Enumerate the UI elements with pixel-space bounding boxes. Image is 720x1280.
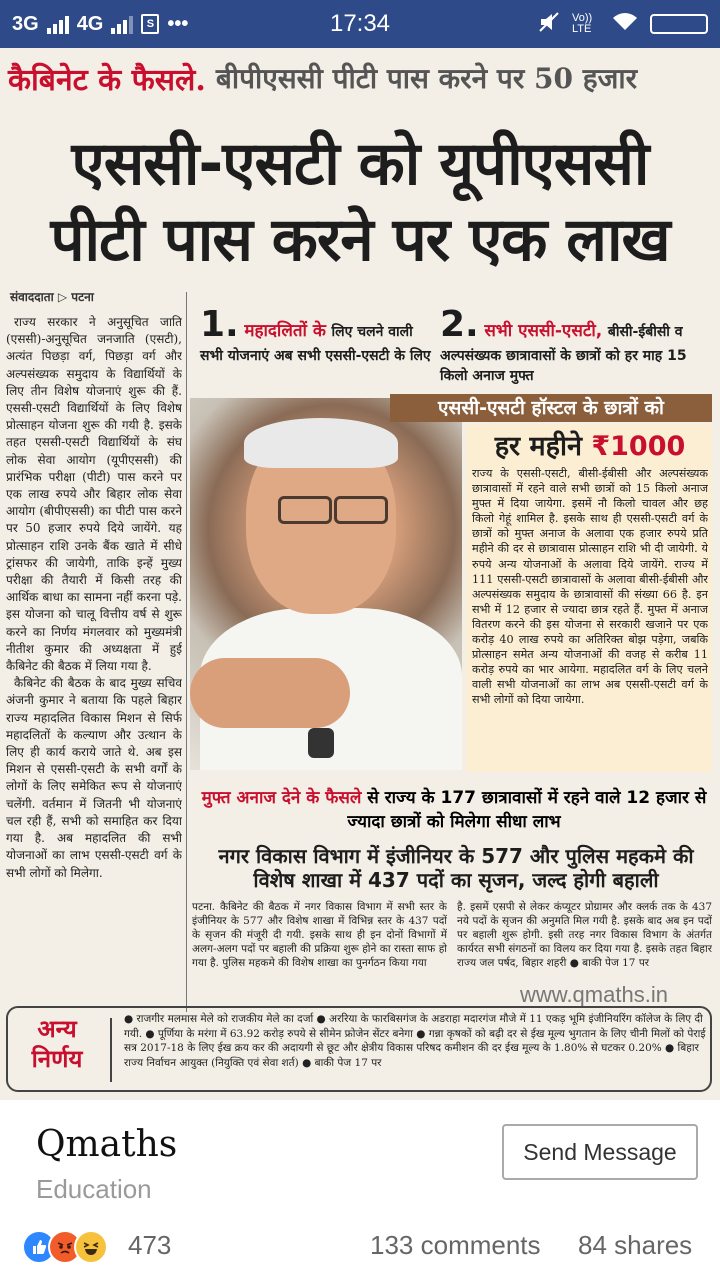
point-1-text: लिए चलने वाली सभी योजनाएं अब सभी एससी-एसटी के लिए — [200, 324, 431, 364]
other-label-line-1: अन्य — [37, 1014, 77, 1043]
point-2-number: 2. — [440, 304, 479, 345]
photo-glasses-right — [334, 496, 388, 524]
comments-link[interactable]: 133 comments — [370, 1230, 541, 1260]
other-decisions-label — [14, 1014, 100, 1074]
network-3g-label: 3G — [12, 12, 39, 35]
photo-hair — [244, 418, 398, 468]
status-right — [538, 0, 708, 48]
free-grain-line — [196, 786, 712, 834]
free-grain-rest: से राज्य के 177 छात्रावासों में रहने वाले 12 हजार से ज्यादा छात्रों को मिलेगा सीधा लाभ — [347, 788, 707, 832]
wifi-icon — [612, 12, 638, 37]
point-1 — [200, 304, 432, 365]
more-notifications: ••• — [167, 12, 189, 35]
battery-icon — [650, 14, 708, 34]
cm-photo — [190, 398, 462, 770]
left-column — [6, 314, 182, 994]
page-category: Education — [36, 1174, 152, 1204]
send-message-button[interactable]: Send Message — [502, 1124, 698, 1180]
shares-link[interactable]: 84 shares — [578, 1230, 693, 1260]
amount-line — [470, 426, 710, 463]
reaction-icons[interactable] — [22, 1230, 100, 1264]
point-1-title: महादलितों के — [244, 321, 326, 341]
clock: 17:34 — [329, 10, 391, 37]
posts-story-right: है. इसमें एसपी से लेकर कंप्यूटर प्रोग्रामर और क्लर्क तक के 437 नये पदों के सृजन की अनुमति मिल गयी है. इसके बाद अब इन पदों पर बहाली शुरू होगी. इसी तरह नगर विकास विभाग के अंतर्गत कार्यरत सभी संगठनों का विलय कर दिया गया है. इसके तहत बिहार राज्य जल पर्षद, बिहार शहरी ● बाकी पेज 17 पर — [457, 901, 712, 969]
headline-line-2: पीटी पास करने पर एक लाख — [50, 205, 670, 275]
page-name[interactable]: Qmaths — [36, 1124, 178, 1165]
kicker-red: कैबिनेट के फैसले. — [8, 62, 206, 98]
posts-story-left: पटना. कैबिनेट की बैठक में नगर विकास विभाग में सभी स्तर के इंजीनियर के 577 और विशेष शाखा में विभिन्न स्तर के 437 पदों के सृजन की मंजूरी दी गयी. इसके साथ ही इन दोनों विभागों में अलग-अलग पदों पर बहाली की प्रक्रिया शुरू होने का रास्ता साफ हो गया है. पुलिस महकमे की विशेष शाखा का पुनर्गठन किया गया — [192, 901, 447, 969]
photo-watch — [308, 728, 334, 758]
kicker-gray: बीपीएससी पीटी पास करने पर 50 हजार — [215, 62, 638, 95]
left-column-paragraph-2: कैबिनेट की बैठक के बाद मुख्य सचिव अंजनी कुमार ने बताया कि पहले बिहार राज्य महादलित विकास मिशन से सिर्फ महादलितों के कल्याण और उत्थान के लिए ही कार्य कराये जाते थे. अब इस मिशन से एससी-एसटी के सभी वर्गों के लोगों के लिए समेकित रूप से योजनाएं चलेंगी. वर्तमान में जितनी भी योजनाएं चल रही हैं, सभी को समाहित कर दिया गया है. अब महादलित की सभी योजनाओं का लाभ एससी-एसटी वर्ग के सभी लोगों को मिलेगा. — [6, 676, 182, 880]
byline: संवाददाता ▷ पटना — [10, 290, 94, 304]
column-divider — [186, 292, 187, 1012]
other-label-line-2: निर्णय — [31, 1044, 83, 1073]
newspaper-image[interactable] — [0, 48, 720, 1100]
mute-icon — [538, 11, 560, 38]
hostel-text: राज्य के एससी-एसटी, बीसी-ईबीसी और अल्पसंख्यक छात्रावासों में रहने वाले सभी छात्रों को 15 किलो अनाज मुफ्त में दिया जायेगा. इसमें नौ किलो चावल और छह किलो गेहूं शामिल है. इसके साथ ही एससी-एसटी वर्ग के छात्रों को मुफ्त अनाज के अलावा एक हजार रुपये प्रति महीने की दर से छात्रावास प्रोत्साहन राशि भी दी जायेगी. ये रुपये अन्य योजनाओं के अलावा दिये जायेंगे. राज्य में 111 एससी-एसटी छात्रावासों के अलावा बीसी-ईबीसी और अल्पसंख्यक समुदाय के छात्रावासों की संख्या 66 है. इन सभी में 12 हजार से ज्यादा छात्र रहते हैं. मुफ्त में अनाज वितरण करने की इस योजना से सरकारी खजाने पर एक करोड़ 40 लाख रुपये का अतिरिक्त बोझ पड़ेगा, जबकि प्रोत्साहन समेत अन्य योजनाओं की वजह से करीब 11 करोड़ रुपये का भार आयेगा. महादलित वर्ग के लिए चलने वाली सभी योजनाओं का लाभ अब एससी-एसटी वर्ग के सभी लोगों को दिया जायेगा. — [472, 467, 708, 707]
point-2-title: सभी एससी-एसटी, — [484, 321, 603, 341]
network-4g-label: 4G — [76, 12, 104, 35]
other-decisions-text: ● राजगीर मलमास मेले को राजकीय मेले का दर्जा ● अररिया के फारबिसगंज के अडराहा मदारगंज मौजे में 11 एकड़ भूमि इंजीनियरिंग कॉलेज के लिए दी गयी. ● पूर्णिया के मरंगा में 63.92 करोड़ रुपये से सीमेन फ्रोजेन सेंटर बनेगा ● गन्ना कृषकों को बढ़ी दर से ईख मूल्य भुगतान के लिए चीनी मिलों को पेराई सत्र 2017-18 के लिए ईख क्रय कर की अदायगी से छूट और क्षेत्रीय विकास परिषद कमीशन की दर ईख मूल्य के 1.80% से घटकर 0.20% ● बिहार राज्य निर्वाचन आयुक्त (नियुक्ति एवं सेवा शर्त) ● बाकी पेज 17 पर — [124, 1013, 706, 1069]
point-2 — [440, 304, 712, 385]
other-decisions-divider — [110, 1018, 112, 1082]
point-2-text: बीसी-ईबीसी व अल्पसंख्यक छात्रावासों के छात्रों को हर माह 15 किलो अनाज मुफ्त — [440, 324, 687, 384]
free-grain-red: मुफ्त अनाज देने के फैसले — [201, 788, 362, 808]
volte-label: Vo)) LTE — [572, 12, 593, 35]
status-bar — [0, 0, 720, 48]
photo-hand — [190, 658, 350, 728]
watermark: www.qmaths.in — [520, 982, 668, 1007]
kicker-line — [8, 58, 712, 98]
left-column-paragraph-1: राज्य सरकार ने अनुसूचित जाति (एससी)-अनुसूचित जनजाति (एसटी), अत्यंत पिछड़ा वर्ग, पिछड़ा वर्ग और अल्पसंख्यक समुदाय के विद्यार्थियों के लिए तीन विशेष योजनाएं शुरू की हैं. एससी-एसटी विद्यार्थियों के लिए विशेष प्रोत्साहन योजना शुरू की गयी है. इसके तहत एससी-एसटी विद्यार्थियों के संघ लोक सेवा आयोग (यूपीएससी) की प्रारंभिक परीक्षा (पीटी) पास करने पर एक लाख रुपये और बिहार लोक सेवा आयोग (बीपीएससी) का पीटी पास करने पर 50 हजार रुपये दिये जायेंगे. यह प्रोत्साहन राशि उनके बैंक खाते में सीधे ट्रांसफर की जायेगी, ताकि इन्हें मुख्य परीक्षा की तैयारी में किसी तरह की आर्थिक बाधा का सामना नहीं करना पड़े. इस योजना को चालू वित्तीय वर्ष से शुरू करने का निर्णय मंगलवार को मुख्यमंत्री नीतीश कुमार की अध्यक्षता में हुई कैबिनेट की बैठक में लिया गया है. — [6, 315, 182, 674]
posts-subheadline: नगर विकास विभाग में इंजीनियर के 577 और पुलिस महकमे की विशेष शाखा में 437 पदों का सृजन, जल्द होगी बहाली — [218, 844, 694, 892]
reactions-count[interactable]: 473 — [128, 1230, 172, 1260]
amount-value: ₹1000 — [591, 431, 686, 462]
posts-story — [192, 900, 712, 992]
sim-icon: S — [141, 14, 159, 34]
photo-glasses-left — [278, 496, 332, 524]
point-1-number: 1. — [200, 304, 239, 345]
amount-prefix: हर महीने — [494, 431, 582, 462]
headline-line-1: एससी-एसटी को यूपीएससी — [71, 129, 649, 199]
hostel-banner: एससी-एसटी हॉस्टल के छात्रों को — [390, 394, 712, 422]
haha-icon — [74, 1230, 108, 1264]
